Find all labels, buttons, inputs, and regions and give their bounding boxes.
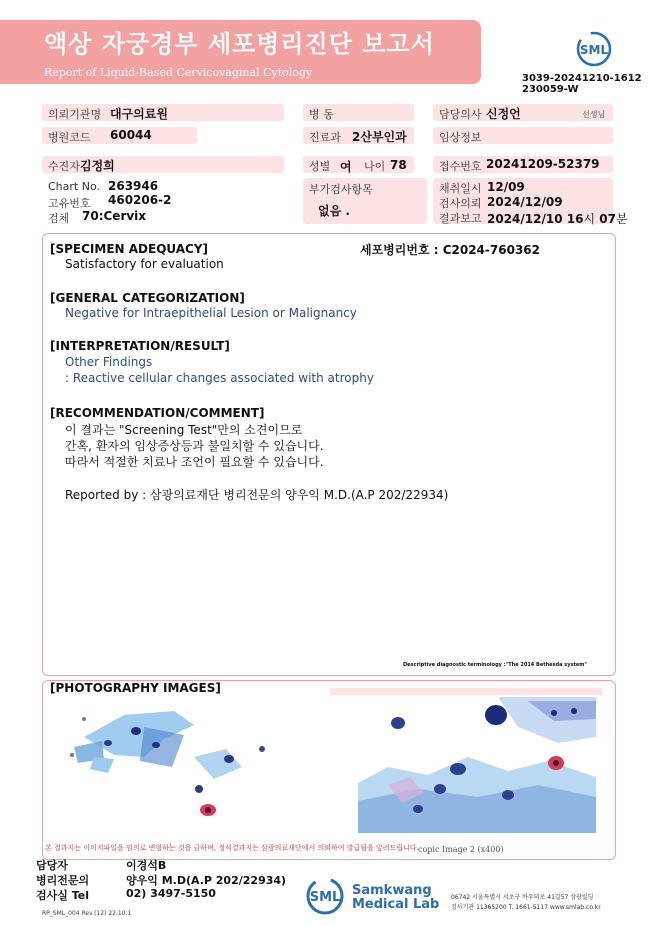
report-title-ko: 액상 자궁경부 세포병리진단 보고서 [44,30,435,58]
photography-header-bar [330,688,602,695]
doctor-value: 신정언 [486,107,521,121]
adequacy-text: Satisfactory for evaluation [65,257,224,271]
comment-heading: [RECOMMENDATION/COMMENT] [50,406,265,420]
pathologist-label: 병리전문의 [36,874,90,887]
clinical-info-label: 임상정보 [439,131,482,144]
interpretation-heading: [INTERPRETATION/RESULT] [50,339,230,353]
receipt-label: 접수번호 [439,160,482,173]
unique-no-label: 고유번호 [48,197,91,210]
lab-address-line-2: 검사기관 11365200 T. 1661-5117 www.smlab.co.kr [451,904,601,911]
svg-text:SML: SML [309,890,341,905]
copyright-notice: 본 결과지는 이미지파일을 임의로 변형하는 것을 금하며, 정식결과지는 삼광의료재단에서 의뢰하여 발급됨을 알려드립니다. [45,844,419,852]
sex-value: 여 [340,160,352,174]
extra-test-value: 없음 . [318,204,350,218]
image-2-caption: copic Image 2 (x400) [418,845,504,854]
patient-label: 수진자 [48,160,80,173]
institution-value: 대구의료원 [110,107,168,121]
report-date-label: 결과보고 [439,212,482,225]
collect-date-label: 채취일시 [439,182,482,195]
dept-label: 진료과 [309,131,341,144]
photography-heading: [PHOTOGRAPHY IMAGES] [50,681,221,695]
microscopic-image-2 [358,697,596,833]
brand-name-line-2: Medical Lab [352,897,440,912]
lab-tel-value: 02) 3497-5150 [126,887,216,900]
comment-line-1: 이 결과는 "Screening Test"만의 소견이므로 [65,423,303,437]
specimen-label: 검체 [48,212,70,225]
chart-no-label: Chart No. [48,180,100,193]
lab-address [451,893,601,913]
manager-value: 이경석B [126,859,167,872]
lab-tel-label: 검사실 Tel [36,889,89,902]
form-number: RP_SML_004 Rev.(12) 22.10.1 [42,910,132,917]
request-date-label: 검사의뢰 [439,197,482,210]
document-code-line-2: 230059-W [522,84,579,95]
brand-name-line-1: Samkwang [352,883,432,898]
comment-line-3: 따라서 적절한 치료나 조언이 필요할 수 있습니다. [65,455,324,469]
collect-date-value: 12/09 [487,180,525,194]
institution-label: 의뢰기관명 [48,108,102,121]
doctor-label: 담당의사 [439,108,482,121]
dept-value: 2산부인과 [352,130,407,144]
hospital-code-label: 병원코드 [48,131,91,144]
age-value: 78 [390,158,407,172]
sex-label: 성별 [309,160,331,173]
samkwang-logo-icon [305,876,345,916]
interpretation-line-2: : Reactive cellular changes associated with atrophy [65,371,374,385]
document-code-line-1: 3039-20241210-1612 [522,73,642,84]
specimen-value: 70:Cervix [82,209,147,223]
chart-no-value: 263946 [108,179,159,193]
cytology-number: 세포병리번호 : C2024-760362 [360,243,540,257]
patient-value: 김정희 [80,159,115,173]
lab-address-line-1: 06742 서울특별시 서초구 바우뫼로 41길57 삼광빌딩 [451,894,594,901]
terminology-note: Descriptive diagnostic terminology :"The 2014 Bethesda system" [403,662,588,668]
doctor-suffix: 선생님 [582,110,606,119]
request-date-value: 2024/12/09 [487,195,563,209]
report-date-value: 2024/12/10 16시 07분 [487,212,628,226]
age-label: 나이 [364,160,386,173]
receipt-value: 20241209-52379 [486,157,600,171]
comment-line-2: 간혹, 환자의 임상증상등과 불일치할 수 있습니다. [65,439,324,453]
ward-label: 병 동 [309,108,334,121]
categorization-heading: [GENERAL CATEGORIZATION] [50,291,245,305]
hospital-code-value: 60044 [110,128,152,142]
manager-label: 담당자 [36,859,68,872]
pathologist-value: 양우익 M.D(A.P 202/22934) [126,874,287,887]
microscopic-image-1 [44,697,328,847]
extra-test-label: 부가검사항목 [309,183,373,196]
report-header-banner [0,20,481,84]
categorization-text: Negative for Intraepithelial Lesion or Malignancy [65,306,357,320]
svg-text:SML: SML [579,43,609,57]
document-code [522,73,642,95]
brand-name [352,884,439,912]
unique-no-value: 460206-2 [108,193,172,207]
report-title-en: Report of Liquid-Based Cervicovaginal Cytology [44,66,313,79]
reported-by: Reported by : 삼광의료재단 병리전문의 양우익 M.D.(A.P 202/22934) [65,488,449,502]
sml-logo-icon [576,31,612,67]
adequacy-heading: [SPECIMEN ADEQUACY] [50,242,209,256]
interpretation-line-1: Other Findings [65,355,153,369]
